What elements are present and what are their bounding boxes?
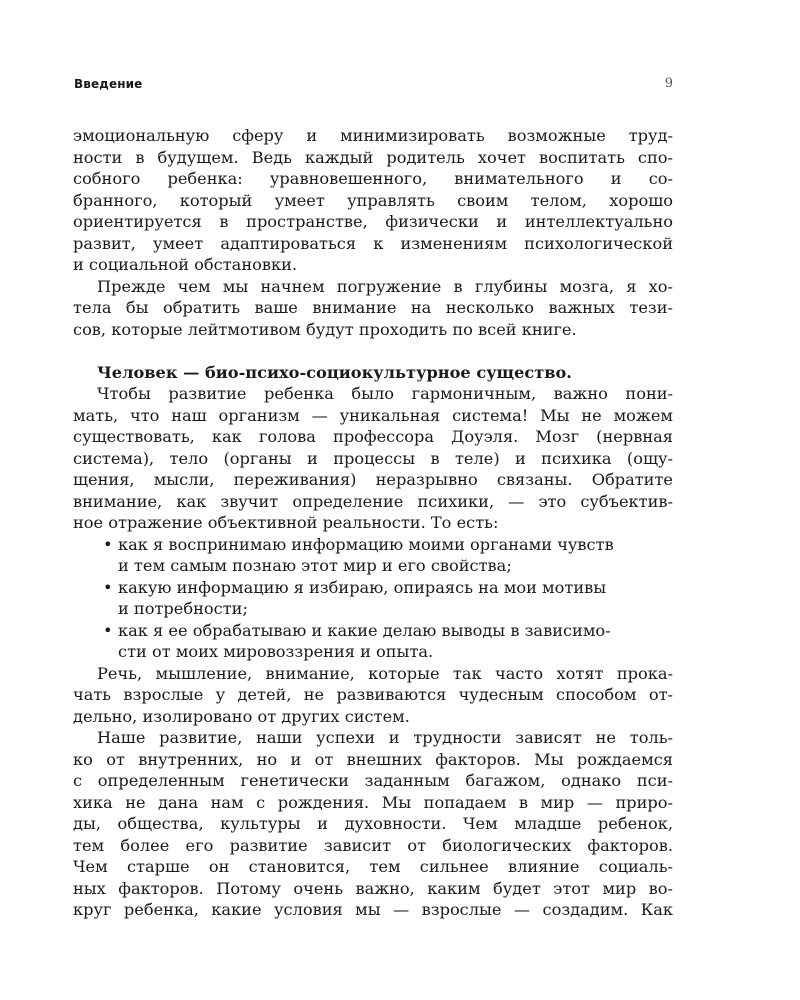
paragraph [73, 125, 673, 276]
bullet-icon: • [103, 620, 113, 640]
text-line: внимание, как звучит определение психики, — это субъектив- [73, 491, 673, 511]
paragraph [73, 383, 673, 534]
bullet-item [73, 577, 673, 620]
text-line: тем более его развитие зависит от биологических факторов. [73, 835, 673, 855]
text-line: ности в будущем. Ведь каждый родитель хочет воспитать спо- [73, 147, 673, 167]
text-line: бранного, который умеет управлять своим телом, хорошо [73, 190, 673, 210]
running-title: Введение [74, 77, 143, 91]
text-line: эмоциональную сферу и минимизировать возможные труд- [73, 126, 673, 145]
text-line: Чтобы развитие ребенка было гармоничным, важно пони- [97, 384, 673, 403]
text-line: Прежде чем мы начнем погружение в глубины мозга, я хо- [97, 276, 673, 296]
text-line: мать, что наш организм — уникальная система! Мы не можем [73, 405, 673, 425]
bullet-continuation: сти от моих мировоззрения и опыта. [118, 642, 434, 661]
text-line: система), тело (органы и процессы в теле) и психика (ощу- [73, 448, 673, 468]
text-line: Чем старше он становится, тем сильнее влияние социаль- [73, 857, 673, 876]
paragraph [73, 663, 673, 728]
page-body [73, 125, 673, 921]
text-line: развит, умеет адаптироваться к изменениям психологической [73, 233, 673, 253]
bullet-text: как я ее обрабатываю и какие делаю выводы в зависимо- [118, 620, 611, 640]
text-line: ное отражение объективной реальности. То есть: [73, 513, 499, 532]
bullet-text: как я воспринимаю информацию моими органами чувств [118, 534, 614, 554]
text-line: сов, которые лейтмотивом будут проходить по всей книге. [73, 319, 577, 339]
text-line: собного ребенка: уравновешенного, внимательного и со- [73, 169, 673, 188]
bullet-line [73, 577, 673, 599]
bullet-icon: • [103, 577, 113, 597]
text-line: Наше развитие, наши успехи и трудности зависят не толь- [97, 728, 673, 747]
text-line: чать взрослые у детей, не развиваются чудесным способом от- [73, 685, 673, 704]
bullet-line [73, 620, 673, 642]
text-line: хика не дана нам с рождения. Мы попадаем в мир — приро- [73, 792, 673, 812]
bullet-text: какую информацию я избираю, опираясь на мои мотивы [118, 577, 607, 597]
paragraph-gap [73, 340, 673, 362]
text-line: ко от внутренних, но и от внешних факторов. Мы рождаемся [73, 749, 673, 769]
text-line: Речь, мышление, внимание, которые так часто хотят прока- [97, 663, 673, 683]
text-line: ных факторов. Потому очень важно, каким будет этот мир во- [73, 878, 673, 898]
bullet-continuation: и тем самым познаю этот мир и его свойства; [118, 556, 512, 575]
paragraph [73, 727, 673, 921]
text-line: и социальной обстановки. [73, 255, 298, 274]
bullet-item [73, 534, 673, 577]
section-heading: Человек — био-психо-социокультурное существо. [97, 362, 572, 382]
text-line: ориентируется в пространстве, физически и интеллектуально [73, 212, 673, 231]
bullet-list [73, 534, 673, 663]
bullet-icon: • [103, 534, 113, 554]
page-number: 9 [664, 76, 673, 91]
text-line: тела бы обратить ваше внимание на несколько важных тези- [73, 298, 673, 317]
text-line: щения, мысли, переживания) неразрывно связаны. Обратите [73, 470, 673, 489]
text-line: круг ребенка, какие условия мы — взрослые — создадим. Как [73, 900, 673, 919]
text-line: дельно, изолировано от других систем. [73, 706, 410, 726]
text-line: ды, общества, культуры и духовности. Чем младше ребенок, [73, 814, 673, 833]
bullet-continuation: и потребности; [118, 599, 248, 618]
text-line: существовать, как голова профессора Доуэля. Мозг (нервная [73, 427, 673, 446]
text-line: с определенным генетически заданным багажом, однако пси- [73, 771, 673, 790]
paragraph [73, 276, 673, 341]
bullet-line [73, 534, 673, 556]
bullet-item [73, 620, 673, 663]
